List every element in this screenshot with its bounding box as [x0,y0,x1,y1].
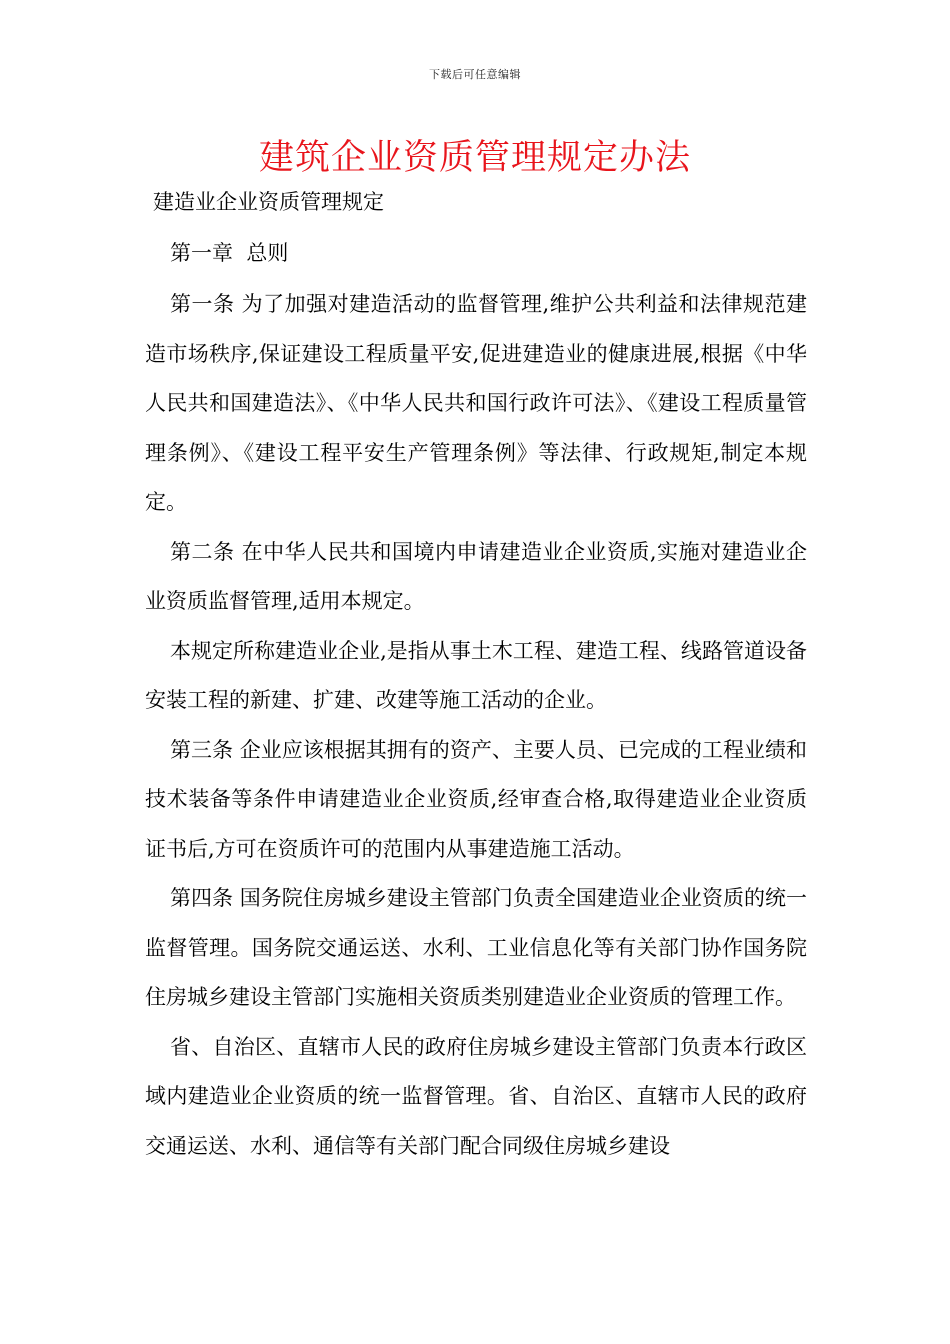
paragraph-article-1: 第一条 为了加强对建造活动的监督管理,维护公共利益和法律规范建造市场秩序,保证建设工程质量平安,促进建造业的健康进展,根据《中华人民共和国建造法》、《中华人民共和国行政许可法》、《建设工程质量管理条例》、《建设工程平安生产管理条例》等法律、行政规矩,制定本规定。 [145,292,807,514]
paragraph-enterprise-definition: 本规定所称建造业企业,是指从事土木工程、建造工程、线路管道设备安装工程的新建、扩建、改建等施工活动的企业。 [145,638,807,712]
paragraph-article-3: 第三条 企业应该根据其拥有的资产、主要人员、已完成的工程业绩和技术装备等条件申请建造业企业资质,经审查合格,取得建造业企业资质证书后,方可在资质许可的范围内从事建造施工活动。 [145,737,807,861]
document-body [145,280,807,1171]
paragraph-article-2: 第二条 在中华人民共和国境内申请建造业企业资质,实施对建造业企业资质监督管理,适用本规定。 [145,539,807,613]
document-title: 建筑企业资质管理规定办法 [258,138,691,178]
chapter-heading: 第一章 总则 [170,241,289,265]
paragraph-article-4: 第四条 国务院住房城乡建设主管部门负责全国建造业企业资质的统一监督管理。国务院交通运送、水利、工业信息化等有关部门协作国务院住房城乡建设主管部门实施相关资质类别建造业企业资质的管理工作。 [145,886,807,1009]
paragraph-provincial-supervision: 省、自治区、直辖市人民的政府住房城乡建设主管部门负责本行政区域内建造业企业资质的统一监督管理。省、自治区、直辖市人民的政府交通运送、水利、通信等有关部门配合同级住房城乡建设 [145,1034,807,1158]
document-subtitle: 建造业企业资质管理规定 [153,190,384,214]
page-header-note: 下载后可任意编辑 [429,68,521,81]
